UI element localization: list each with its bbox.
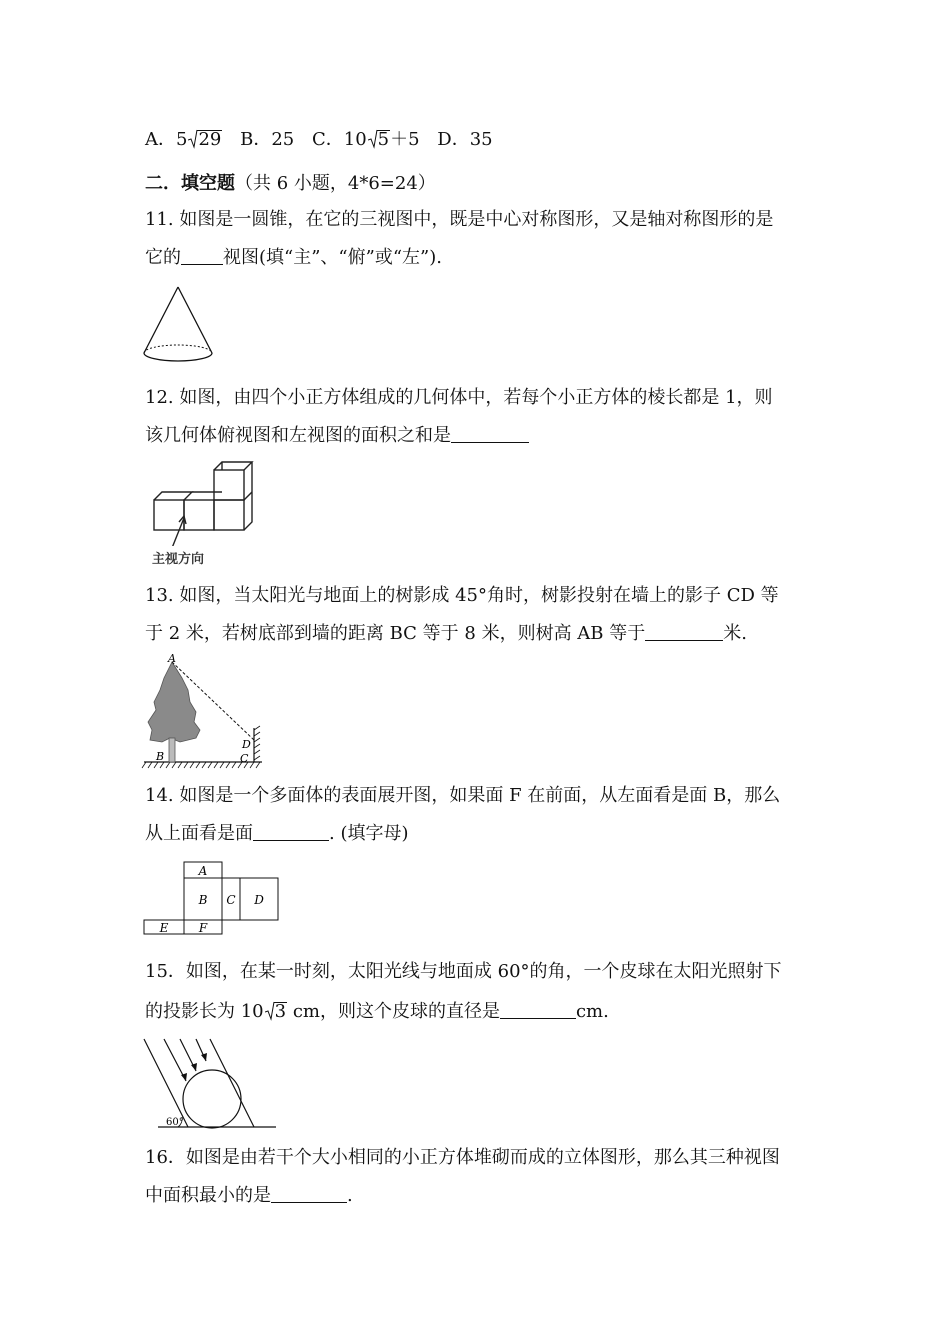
q15-line2-post: cm. (575, 1001, 609, 1022)
q13-line2-post: 米. (723, 623, 747, 644)
q16-line2-post: . (347, 1185, 353, 1206)
q13-line1: 13. 如图，当太阳光与地面上的树影成 45°角时，树影投射在墙上的影子 CD 等 (145, 585, 779, 606)
q15-line1: 15．如图，在某一时刻，太阳光线与地面成 60°的角，一个皮球在太阳光照射下 (145, 961, 782, 982)
cone-figure (140, 285, 216, 365)
q11-line2-post: 视图(填“主”、“俯”或“左”). (223, 247, 442, 268)
option-a-label: A．5 (145, 129, 188, 150)
cubes-drawing (150, 460, 260, 546)
q11-line2 (145, 246, 442, 270)
net-figure (140, 858, 285, 940)
option-c-label: C．10 (311, 129, 367, 150)
face-d-label: D (254, 893, 264, 907)
q14-line2 (145, 822, 409, 846)
section-note: （共 6 小题，4*6=24） (235, 173, 436, 194)
q12-line2 (145, 424, 529, 448)
q13-line2 (145, 622, 747, 646)
q15-line2 (145, 1000, 609, 1024)
q16-line1: 16．如图是由若干个大小相同的小正方体堆砌而成的立体图形，那么其三种视图 (145, 1147, 780, 1168)
face-b-label: B (198, 893, 208, 907)
face-f-label: F (198, 921, 208, 935)
q14-answer-blank[interactable] (253, 822, 329, 841)
option-c-suffix: ＋5 (390, 129, 420, 150)
point-c-label: C (240, 752, 249, 765)
tree-shadow-figure (140, 650, 270, 770)
q16-line2 (145, 1184, 353, 1208)
point-d-label: D (242, 738, 251, 751)
q15-line2-mid: cm，则这个皮球的直径是 (287, 1001, 500, 1022)
option-c-sqrt (368, 128, 390, 152)
q12-answer-blank[interactable] (451, 424, 529, 443)
option-a-sqrt (188, 128, 222, 152)
q12-line1: 12. 如图，由四个小正方体组成的几何体中，若每个小正方体的棱长都是 1，则 (145, 387, 773, 408)
face-c-label: C (226, 893, 236, 907)
q15-sqrt (265, 1000, 287, 1024)
q13-answer-blank[interactable] (645, 622, 723, 641)
q11-line1: 11. 如图是一圆锥，在它的三视图中，既是中心对称图形，又是轴对称图形的是 (145, 209, 774, 230)
q12-line2-text: 该几何体俯视图和左视图的面积之和是 (145, 425, 451, 446)
point-b-label: B (156, 750, 165, 763)
section-title: 二．填空题 (145, 173, 235, 194)
point-a-label: A (168, 652, 176, 665)
angle-60-label: 60° (166, 1117, 184, 1128)
ball-shadow-figure (140, 1035, 280, 1135)
q11-answer-blank[interactable] (181, 246, 223, 265)
q14-line2-post: . (填字母) (329, 823, 409, 844)
q15-answer-blank[interactable] (500, 1000, 576, 1019)
option-c-radicand: 5 (377, 129, 390, 150)
option-a-radicand: 29 (198, 129, 222, 150)
cubes-figure (150, 460, 260, 570)
face-a-label: A (198, 864, 208, 878)
view-direction-label: 主视方向 (152, 552, 205, 567)
option-b: B．25 (240, 129, 295, 150)
q15-line2-pre: 的投影长为 10 (145, 1001, 264, 1022)
q13-line2-pre: 于 2 米，若树底部到墙的距离 BC 等于 8 米，则树高 AB 等于 (145, 623, 646, 644)
q14-line1: 14. 如图是一个多面体的表面展开图，如果面 F 在前面，从左面看是面 B，那么 (145, 785, 781, 806)
q14-line2-pre: 从上面看是面 (145, 823, 253, 844)
q15-radicand: 3 (274, 1001, 287, 1022)
option-d: D．35 (437, 129, 493, 150)
q11-line2-pre: 它的 (145, 247, 181, 268)
q16-answer-blank[interactable] (271, 1184, 347, 1203)
section-heading (145, 172, 436, 196)
q16-line2-pre: 中面积最小的是 (145, 1185, 271, 1206)
face-e-label: E (159, 921, 169, 935)
q10-options (145, 128, 493, 152)
